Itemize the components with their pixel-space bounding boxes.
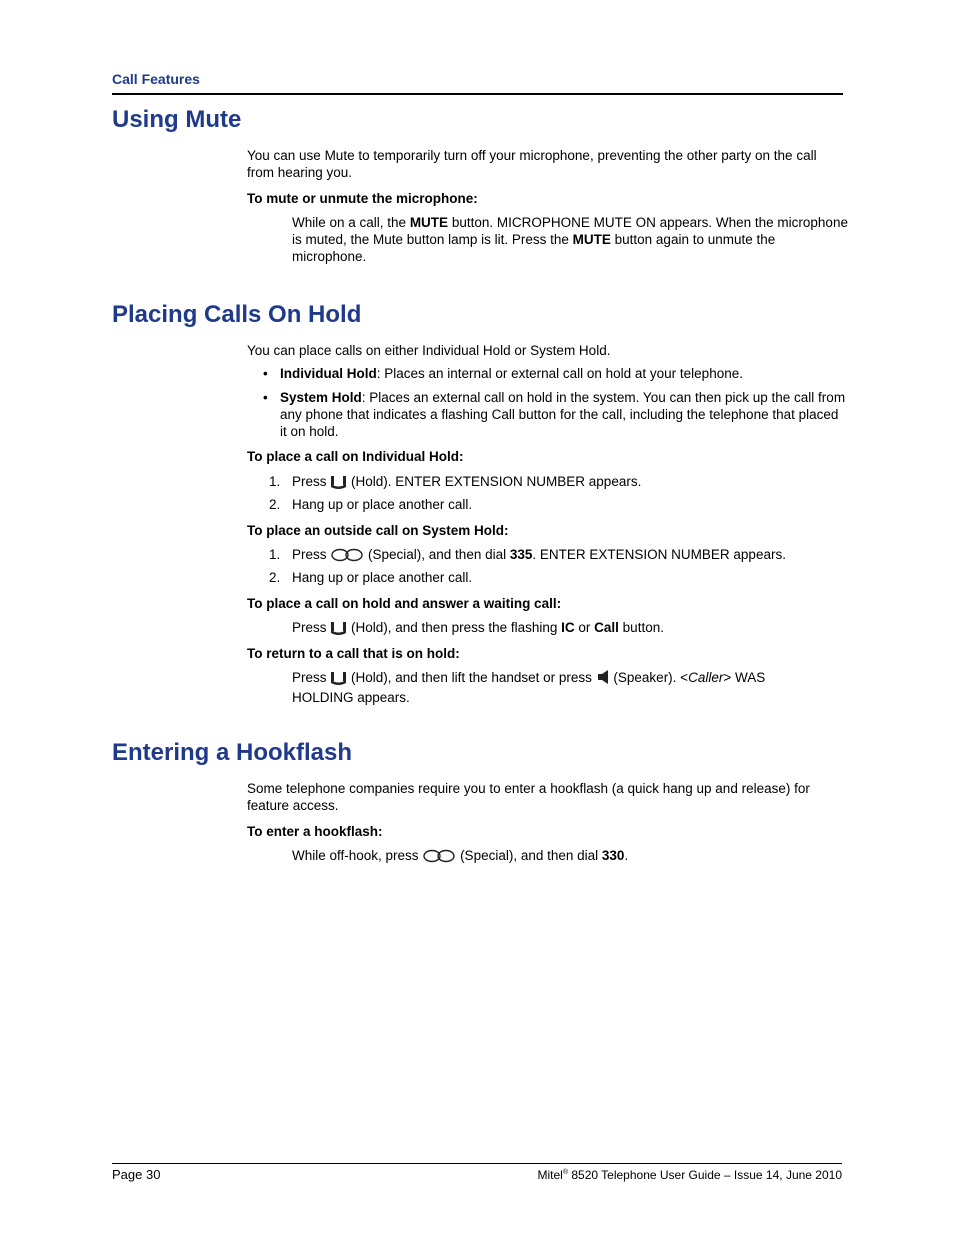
bullet-individual-hold: • Individual Hold: Places an internal or external call on hold at your telephone. [263, 366, 743, 381]
speaker-icon [596, 669, 610, 689]
special-icon [422, 849, 456, 867]
proc-individual-hold-step-2: 2. Hang up or place another call. [269, 497, 473, 512]
proc-individual-hold-step-1: 1. Press (Hold). ENTER EXTENSION NUMBER appears. [292, 473, 848, 493]
footer-guide-title: Mitel® 8520 Telephone User Guide – Issue 14, June 2010 [537, 1168, 842, 1182]
heading-placing-calls-on-hold: Placing Calls On Hold [112, 301, 362, 328]
heading-using-mute: Using Mute [112, 106, 242, 133]
proc-return-hold-title: To return to a call that is on hold: [247, 646, 460, 661]
proc-system-hold-step-2: 2. Hang up or place another call. [269, 570, 473, 585]
running-header: Call Features [112, 71, 200, 87]
hold-icon [330, 621, 347, 639]
mute-step: While on a call, the MUTE button. MICROPHONE MUTE ON appears. When the microphone is muted, the Mute button lamp is lit. Press the MUTE button again to unmute the microphone. [292, 215, 848, 264]
hold-intro: You can place calls on either Individual Hold or System Hold. [247, 343, 611, 358]
special-icon [330, 548, 364, 566]
hold-icon [330, 475, 347, 493]
hold-icon [330, 671, 347, 689]
proc-system-hold-step-1: 1. Press (Special), and then dial 335. ENTER EXTENSION NUMBER appears. [292, 546, 848, 566]
bullet-dot: • [263, 366, 268, 381]
proc-answer-waiting-step: Press (Hold), and then press the flashing IC or Call button. [292, 619, 848, 639]
proc-answer-waiting-title: To place a call on hold and answer a waiting call: [247, 596, 562, 611]
hookflash-intro: Some telephone companies require you to enter a hookflash (a quick hang up and release) for feature access. [247, 781, 810, 813]
hookflash-step: While off-hook, press (Special), and then dial 330. [292, 847, 848, 867]
header-rule [112, 93, 843, 95]
heading-entering-a-hookflash: Entering a Hookflash [112, 739, 353, 766]
mute-procedure-title: To mute or unmute the microphone: [247, 191, 478, 206]
bullet-dot: • [263, 390, 268, 405]
mute-intro: You can use Mute to temporarily turn off your microphone, preventing the other party on the call from hearing you. [247, 148, 817, 180]
proc-return-hold-step: Press (Hold), and then lift the handset or press (Speaker). <Caller> WAS HOLDING appears. [292, 670, 766, 705]
footer-rule [112, 1163, 842, 1164]
hookflash-procedure-title: To enter a hookflash: [247, 824, 383, 839]
proc-individual-hold-title: To place a call on Individual Hold: [247, 449, 464, 464]
page-number: Page 30 [112, 1167, 161, 1182]
bullet-system-hold: • System Hold: Places an external call on hold in the system. You can then pick up the call from any phone that indicates a flashing Call button for the call, including the telephone that placed it on hold. [263, 390, 846, 439]
proc-system-hold-title: To place an outside call on System Hold: [247, 523, 509, 538]
